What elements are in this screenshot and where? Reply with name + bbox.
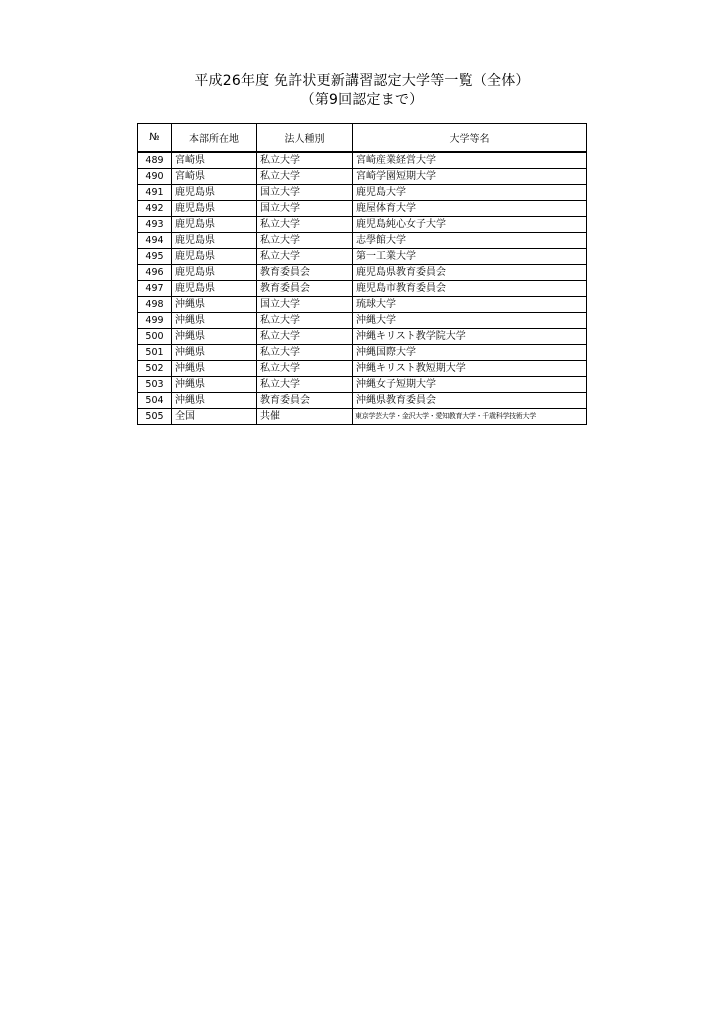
table-row (138, 329, 587, 345)
header-number: № (138, 124, 172, 153)
cell-location: 沖縄県 (172, 313, 257, 329)
cell-location: 鹿児島県 (172, 233, 257, 249)
cell-location: 沖縄県 (172, 377, 257, 393)
table-header-row (138, 124, 587, 153)
cell-institution-name: 沖縄県教育委員会 (353, 393, 587, 409)
table-row (138, 185, 587, 201)
cell-location: 沖縄県 (172, 329, 257, 345)
table-row (138, 169, 587, 185)
table-row (138, 233, 587, 249)
cell-location: 鹿児島県 (172, 217, 257, 233)
cell-institution-name: 琉球大学 (353, 297, 587, 313)
cell-corporation-type: 国立大学 (257, 201, 353, 217)
cell-number: 491 (138, 185, 172, 201)
cell-corporation-type: 私立大学 (257, 217, 353, 233)
table-row (138, 249, 587, 265)
table-row (138, 201, 587, 217)
cell-institution-name: 沖縄キリスト教短期大学 (353, 361, 587, 377)
cell-institution-name: 沖縄国際大学 (353, 345, 587, 361)
cell-location: 鹿児島県 (172, 281, 257, 297)
cell-institution-name: 沖縄女子短期大学 (353, 377, 587, 393)
cell-institution-name: 鹿児島市教育委員会 (353, 281, 587, 297)
cell-location: 宮崎県 (172, 169, 257, 185)
table-row (138, 313, 587, 329)
cell-number: 492 (138, 201, 172, 217)
cell-number: 493 (138, 217, 172, 233)
cell-location: 沖縄県 (172, 361, 257, 377)
cell-corporation-type: 私立大学 (257, 345, 353, 361)
cell-location: 鹿児島県 (172, 185, 257, 201)
cell-number: 500 (138, 329, 172, 345)
cell-corporation-type: 私立大学 (257, 377, 353, 393)
document-subtitle: （第9回認定まで） (300, 92, 424, 108)
table-row (138, 152, 587, 169)
header-corporation-type: 法人種別 (257, 124, 353, 153)
cell-corporation-type: 教育委員会 (257, 393, 353, 409)
cell-corporation-type: 教育委員会 (257, 281, 353, 297)
cell-number: 503 (138, 377, 172, 393)
cell-institution-name: 沖縄大学 (353, 313, 587, 329)
cell-corporation-type: 国立大学 (257, 185, 353, 201)
cell-location: 沖縄県 (172, 393, 257, 409)
cell-institution-name: 第一工業大学 (353, 249, 587, 265)
cell-institution-name: 鹿児島県教育委員会 (353, 265, 587, 281)
table-row (138, 361, 587, 377)
university-list-table (137, 123, 587, 425)
header-location: 本部所在地 (172, 124, 257, 153)
header-institution-name: 大学等名 (353, 124, 587, 153)
cell-number: 490 (138, 169, 172, 185)
cell-number: 502 (138, 361, 172, 377)
cell-number: 505 (138, 409, 172, 425)
cell-number: 498 (138, 297, 172, 313)
cell-number: 497 (138, 281, 172, 297)
cell-institution-name: 宮崎産業経営大学 (353, 152, 587, 169)
cell-location: 全国 (172, 409, 257, 425)
cell-corporation-type: 私立大学 (257, 169, 353, 185)
table-row (138, 377, 587, 393)
cell-number: 496 (138, 265, 172, 281)
cell-corporation-type: 私立大学 (257, 233, 353, 249)
cell-corporation-type: 私立大学 (257, 329, 353, 345)
cell-location: 鹿児島県 (172, 201, 257, 217)
cell-location: 沖縄県 (172, 297, 257, 313)
document-title: 平成26年度 免許状更新講習認定大学等一覧（全体） (194, 73, 530, 89)
cell-institution-name: 沖縄キリスト教学院大学 (353, 329, 587, 345)
table-row (138, 217, 587, 233)
cell-corporation-type: 私立大学 (257, 152, 353, 169)
cell-institution-name: 鹿児島大学 (353, 185, 587, 201)
table-row (138, 409, 587, 425)
table-row (138, 265, 587, 281)
cell-institution-name: 鹿屋体育大学 (353, 201, 587, 217)
cell-location: 鹿児島県 (172, 249, 257, 265)
cell-location: 沖縄県 (172, 345, 257, 361)
table-row (138, 297, 587, 313)
cell-corporation-type: 共催 (257, 409, 353, 425)
cell-number: 494 (138, 233, 172, 249)
cell-corporation-type: 私立大学 (257, 361, 353, 377)
table-row (138, 393, 587, 409)
cell-location: 鹿児島県 (172, 265, 257, 281)
cell-corporation-type: 国立大学 (257, 297, 353, 313)
cell-number: 489 (138, 152, 172, 169)
cell-corporation-type: 私立大学 (257, 249, 353, 265)
cell-location: 宮崎県 (172, 152, 257, 169)
cell-institution-name: 鹿児島純心女子大学 (353, 217, 587, 233)
table-row (138, 281, 587, 297)
cell-number: 501 (138, 345, 172, 361)
table-row (138, 345, 587, 361)
cell-number: 495 (138, 249, 172, 265)
cell-corporation-type: 教育委員会 (257, 265, 353, 281)
cell-corporation-type: 私立大学 (257, 313, 353, 329)
cell-number: 499 (138, 313, 172, 329)
cell-number: 504 (138, 393, 172, 409)
cell-institution-name: 東京学芸大学・金沢大学・愛知教育大学・千歳科学技術大学 (353, 409, 587, 425)
cell-institution-name: 志學館大学 (353, 233, 587, 249)
cell-institution-name: 宮崎学園短期大学 (353, 169, 587, 185)
